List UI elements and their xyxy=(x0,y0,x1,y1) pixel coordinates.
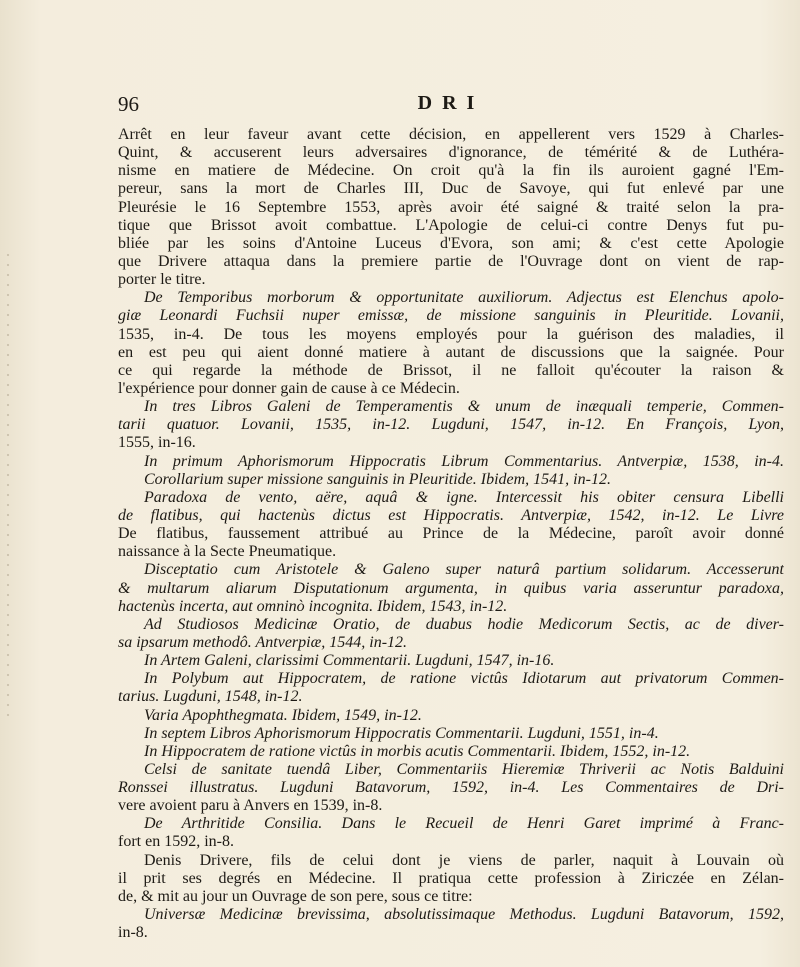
text-line-content: sa ipsarum methodô. Antverpiæ, 1544, in-12. xyxy=(118,633,408,651)
text-line-content: In septem Libros Aphorismorum Hippocratis Commentarii. Lugduni, 1551, in-4. xyxy=(144,724,659,742)
text-line-content: porter le titre. xyxy=(118,271,206,289)
text-line-content: que Drivere attaqua dans la premiere partie de l'Ouvrage dont on vient de rap- xyxy=(118,252,784,270)
text-line-content: hactenùs incerta, aut omninò incognita. Ibidem, 1543, in-12. xyxy=(118,597,508,615)
text-line-content: Disceptatio cum Aristotele & Galeno super naturâ partium solidarum. Accesserunt xyxy=(144,561,784,579)
text-line-content: In Polybum aut Hippocratem, de ratione victûs Idiotarum aut privatorum Commen- xyxy=(144,670,784,688)
text-line xyxy=(118,670,784,688)
text-line-content: Varia Apophthegmata. Ibidem, 1549, in-12. xyxy=(144,706,422,724)
text-line-content: fort en 1592, in-8. xyxy=(118,833,234,851)
text-line xyxy=(118,434,784,452)
text-line-content: ce qui regarde la méthode de Brissot, il ne falloit qu'écouter la raison & xyxy=(118,361,784,379)
text-line-content: de, & mit au jour un Ouvrage de son pere, sous ce titre: xyxy=(118,887,473,905)
text-line xyxy=(118,271,784,289)
text-line-content: Ronssei illustratus. Lugduni Batavorum, 1592, in-4. Les Commentaires de Dri- xyxy=(118,779,784,797)
text-line xyxy=(118,326,784,344)
text-line-content: Arrêt en leur faveur avant cette décision, en appellerent vers 1529 à Charles- xyxy=(118,126,784,143)
text-line xyxy=(118,761,784,779)
text-line xyxy=(118,707,784,725)
text-line xyxy=(118,779,784,797)
text-line xyxy=(118,235,784,253)
text-line-content: il prit ses degrés en Médecine. Il pratiqua cette profession à Ziriczée en Zélan- xyxy=(118,869,784,887)
text-line xyxy=(118,398,784,416)
text-line xyxy=(118,833,784,851)
text-line-content: tarii quatuor. Lovanii, 1535, in-12. Lugduni, 1547, in-12. En François, Lyon, xyxy=(118,416,784,434)
text-line-content: nisme en matiere de Médecine. On croit qu'à la fin ils auroient gagné l'Em- xyxy=(118,162,784,180)
text-line xyxy=(118,815,784,833)
text-line xyxy=(118,307,784,325)
text-line xyxy=(118,797,784,815)
text-line-content: In tres Libros Galeni de Temperamentis & unum de inæquali temperie, Commen- xyxy=(144,398,784,416)
text-line xyxy=(118,525,784,543)
text-line-content: Pleurésie le 16 Septembre 1553, après avoir été saigné & traité selon la pra- xyxy=(118,198,784,216)
running-head: DRI xyxy=(417,92,485,114)
text-line xyxy=(118,289,784,307)
text-line-content: Celsi de sanitate tuendâ Liber, Commentariis Hieremiæ Thriverii ac Notis Balduini xyxy=(144,760,784,778)
text-line xyxy=(118,543,784,561)
text-line xyxy=(118,489,784,507)
text-line-content: 1555, in-16. xyxy=(118,434,196,452)
text-line xyxy=(118,471,784,489)
text-line-content: Ad Studiosos Medicinæ Oratio, de duabus hodie Medicorum Sectis, ac de diver- xyxy=(144,615,784,633)
text-line xyxy=(118,652,784,670)
page-header xyxy=(118,92,784,118)
text-line xyxy=(118,906,784,924)
body-text xyxy=(118,126,784,942)
text-line-content: In Hippocratem de ratione victûs in morbis acutis Commentarii. Ibidem, 1552, in-12. xyxy=(144,742,691,760)
text-line xyxy=(118,743,784,761)
text-line xyxy=(118,580,784,598)
text-line-content: bliée par les soins d'Antoine Luceus d'Evora, son ami; & c'est cette Apologie xyxy=(118,234,784,252)
text-line-content: De flatibus, faussement attribué au Prince de la Médecine, paroît avoir donné xyxy=(118,525,784,543)
text-line-content: de flatibus, qui hactenùs dictus est Hippocratis. Antverpiæ, 1542, in-12. Le Livre xyxy=(118,506,784,524)
text-line-content: Paradoxa de vento, aëre, aquâ & igne. Intercessit his obiter censura Libelli xyxy=(144,488,784,506)
text-line-content: Denis Drivere, fils de celui dont je viens de parler, naquit à Louvain où xyxy=(144,851,784,869)
text-line-content: naissance à la Secte Pneumatique. xyxy=(118,543,337,561)
text-line xyxy=(118,634,784,652)
text-line xyxy=(118,380,784,398)
text-line xyxy=(118,144,784,162)
text-line xyxy=(118,344,784,362)
page-number: 96 xyxy=(118,92,139,116)
text-line-content: en est peu qui aient donné matiere à autant de discussions que la saignée. Pour xyxy=(118,343,784,361)
margin-show-through xyxy=(6,250,10,720)
text-line xyxy=(118,598,784,616)
text-line xyxy=(118,725,784,743)
text-line-content: Universæ Medicinæ brevissima, absolutissimaque Methodus. Lugduni Batavorum, 1592, xyxy=(144,906,784,924)
text-line xyxy=(118,870,784,888)
text-line-content: in-8. xyxy=(118,924,148,942)
text-line-content: & multarum aliarum Disputationum argumenta, in quibus varia asseruntur paradoxa, xyxy=(118,579,784,597)
text-line xyxy=(118,416,784,434)
text-line-content: In primum Aphorismorum Hippocratis Librum Commentarius. Antverpiæ, 1538, in-4. xyxy=(144,452,784,470)
text-line xyxy=(118,924,784,942)
text-line xyxy=(118,162,784,180)
text-line-content: l'expérience pour donner gain de cause à ce Médecin. xyxy=(118,379,460,397)
text-line xyxy=(118,616,784,634)
text-line-content: pereur, sans la mort de Charles III, Duc de Savoye, qui fut enlevé par une xyxy=(118,180,784,198)
text-line-content: tique que Brissot avoit combattue. L'Apologie de celui-ci contre Denys fut pu- xyxy=(118,216,784,234)
text-line xyxy=(118,217,784,235)
text-line-content: De Arthritide Consilia. Dans le Recueil de Henri Garet imprimé à Franc- xyxy=(144,815,784,833)
text-line-content: Corollarium super missione sanguinis in Pleuritide. Ibidem, 1541, in-12. xyxy=(144,470,611,488)
text-line xyxy=(118,362,784,380)
text-line xyxy=(118,180,784,198)
text-line xyxy=(118,253,784,271)
text-line xyxy=(118,126,784,144)
text-line-content: 1535, in-4. De tous les moyens employés pour la guérison des maladies, il xyxy=(118,325,784,343)
text-line-content: giæ Leonardi Fuchsii nuper emissæ, de missione sanguinis in Pleuritide. Lovanii, xyxy=(118,307,784,325)
text-line xyxy=(118,507,784,525)
text-line xyxy=(118,561,784,579)
text-line xyxy=(118,199,784,217)
text-line xyxy=(118,453,784,471)
text-line-content: tarius. Lugduni, 1548, in-12. xyxy=(118,688,303,706)
text-line xyxy=(118,852,784,870)
text-line xyxy=(118,688,784,706)
text-line-content: vere avoient paru à Anvers en 1539, in-8. xyxy=(118,797,383,815)
text-line xyxy=(118,888,784,906)
text-line-content: Quint, & accuserent leurs adversaires d'ignorance, de témérité & de Luthéra- xyxy=(118,144,784,162)
text-line-content: In Artem Galeni, clarissimi Commentarii. Lugduni, 1547, in-16. xyxy=(144,652,555,670)
text-line-content: De Temporibus morborum & opportunitate auxiliorum. Adjectus est Elenchus apolo- xyxy=(144,289,784,307)
